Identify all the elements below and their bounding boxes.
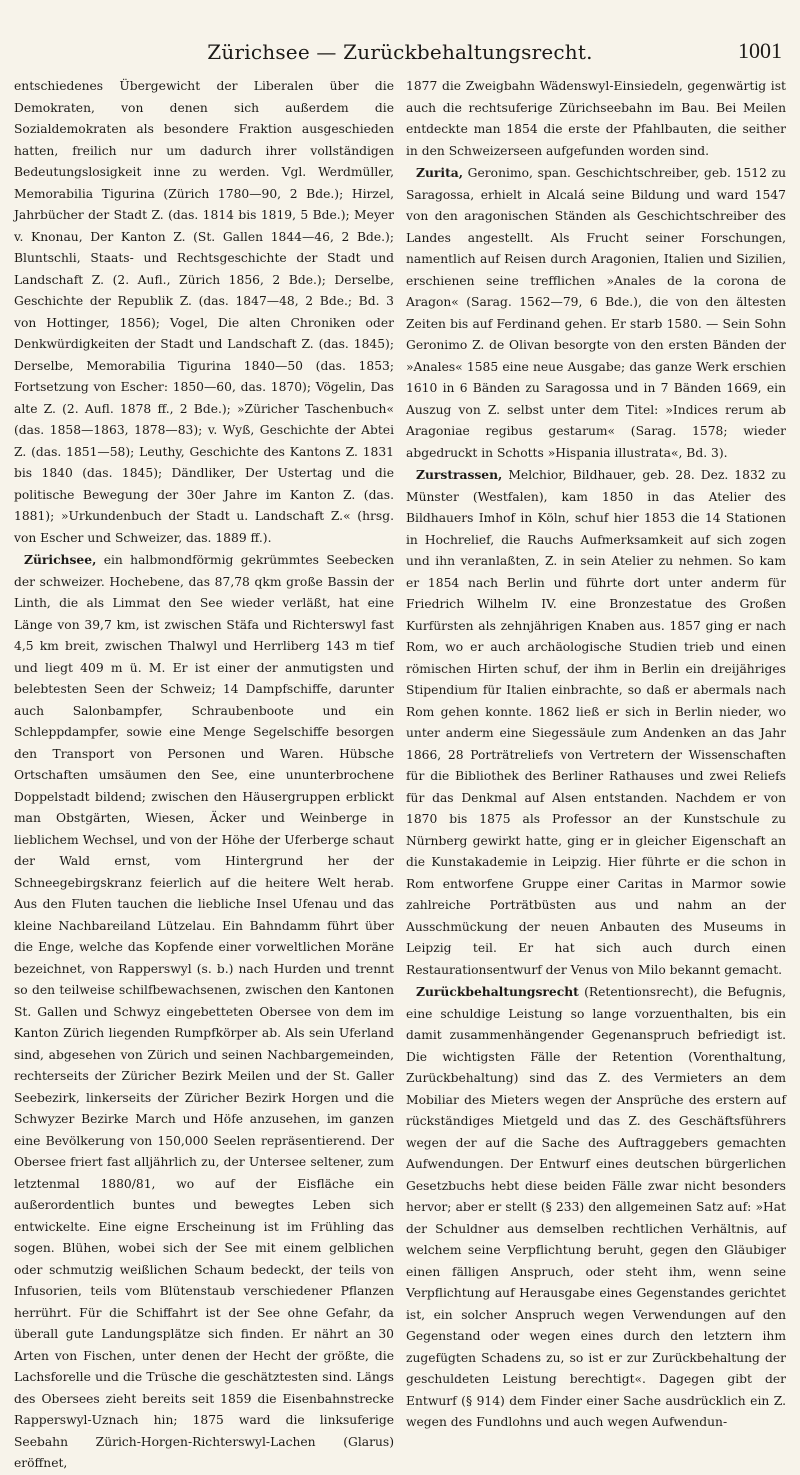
text-columns [14,76,786,1470]
entry-body: ein halbmondförmig gekrümmtes Seebecken der schweizer. Hochebene, das 87,78 qkm große Bassin der Linth, die als Limmat den See wieder verläßt, hat eine Länge von 39,7 km, ist zwischen Stäfa und Richterswyl fast 4,5 km breit, zwischen Thalwyl und Herrliberg 143 m tief und liegt 409 m ü. M. Er ist einer der anmutigsten und belebtesten Seen der Schweiz; 14 Dampfschiffe, darunter auch Salonbampfer, Schraubenboote und ein Schleppdampfer, sowie eine Menge Segelschiffe besorgen den Transport von Personen und Waren. Hübsche Ortschaften umsäumen den See, eine ununterbrochene Doppelstadt bildend; zwischen den Häusergruppen erblickt man Obstgärten, Wiesen, Äcker und Weinberge in lieblichem Wechsel, und von der Höhe der Uferberge schaut der Wald ernst, vom Hintergrund her der Schneegebirgskranz feierlich auf die heitere Welt herab. Aus den Fluten tauchen die liebliche Insel Ufenau und das kleine Nachbareiland Lützelau. Ein Bahndamm führt über die Enge, welche das Kopfende einer vorweltlichen Moräne bezeichnet, von Rapperswyl (s. b.) nach Hurden und trennt so den teilweise schilfbewachsenen, zwischen den Kantonen St. Gallen und Schwyz eingebetteten Obersee von dem im Kanton Zürich liegenden Rumpfkörper ab. Als sein Uferland sind, abgesehen von Zürich und seinen Nachbargemeinden, rechterseits der Züricher Bezirk Meilen und der St. Galler Seebezirk, linkerseits der Züricher Bezirk Horgen und die Schwyzer Bezirke March und Höfe anzusehen, im ganzen eine Bevölkerung von 150,000 Seelen repräsentierend. Der Obersee friert fast alljährlich zu, der Untersee seltener, zum letztenmal 1880/81, wo auf der Eisfläche ein außerordentlich buntes und bewegtes Leben sich entwickelte. Eine eigne Erscheinung ist im Frühling das sogen. Blühen, wobei sich der See mit einem gelblichen oder schmutzig weißlichen Schaum bedeckt, der teils von Infusorien, teils vom Blütenstaub verschiedener Pflanzen herrührt. Für die Schiffahrt ist der See ohne Gefahr, da überall gute Landungsplätze sich finden. Er nährt an 30 Arten von Fischen, unter denen der Hecht der größte, die Lachsforelle und die Trüsche die geschätztesten sind. Längs des Obersees zieht bereits seit 1859 die Eisenbahnstrecke Rapperswyl-Uznach hin; 1875 ward die linksuferige Seebahn Zürich-Horgen-Richterswyl-Lachen (Glarus) eröffnet, [14,553,394,1470]
running-head [14,38,786,78]
entry-zuruckbehaltungsrecht [406,981,786,1434]
entry-body: (Retentionsrecht), die Befugnis, eine schuldige Leistung so lange vorzuenthalten, bis ein damit zusammenhängender Gegenanspruch befriedigt ist. Die wichtigsten Fälle der Retention (Vorenthaltung, Zurückbehaltung) sind das Z. des Vermieters an dem Mobiliar des Mieters wegen der Ansprüche des erstern auf rückständiges Mietgeld und das Z. des Geschäftsführers wegen der auf die Sache des Auftraggebers gemachten Aufwendungen. Der Entwurf eines deutschen bürgerlichen Gesetzbuchs hebt diese beiden Fälle zwar nicht besonders hervor; aber er stellt (§ 233) den allgemeinen Satz auf: »Hat der Schuldner aus demselben rechtlichen Verhältnis, auf welchem seine Verpflichtung beruht, gegen den Gläubiger einen fälligen Anspruch, oder steht ihm, wenn seine Verpflichtung auf Herausgabe eines Gegenstandes gerichtet ist, ein solcher Anspruch wegen Verwendungen auf den Gegenstand oder wegen eines durch den letztern ihm zugefügten Schadens zu, so ist er zur Zurückbehaltung der geschuldeten Leistung berechtigt«. Dagegen gibt der Entwurf (§ 914) dem Finder einer Sache ausdrücklich ein Z. wegen des Fundlohns und auch wegen Aufwendun- [406,985,786,1429]
continued-text-body: entschiedenes Übergewicht der Liberalen über die Demokraten, von denen sich außerdem die Sozialdemokraten als besondere Fraktion ausgeschieden hatten, freilich nur um dadurch ihrer vollständigen Bedeutungslosigkeit inne zu werden. Vgl. Werdmüller, Memorabilia Tigurina (Zürich 1780—90, 2 Bde.); Hirzel, Jahrbücher der Stadt Z. (das. 1814 bis 1819, 5 Bde.); Meyer v. Knonau, Der Kanton Z. (St. Gallen 1844—46, 2 Bde.); Bluntschli, Staats- und Rechtsgeschichte der Stadt und Landschaft Z. (2. Aufl., Zürich 1856, 2 Bde.); Derselbe, Geschichte der Republik Z. (das. 1847—48, 2 Bde.; Bd. 3 von Hottinger, 1856); Vogel, Die alten Chroniken oder Denkwürdigkeiten der Stadt und Landschaft Z. (das. 1845); Derselbe, Memorabilia Tigurina 1840—50 (das. 1853; Fortsetzung von Escher: 1850—60, das. 1870); Vögelin, Das alte Z. (2. Aufl. 1878 ff., 2 Bde.); »Züricher Taschenbuch« (das. 1858—1863, 1878—83); v. Wyß, Geschichte der Abtei Z. (das. 1851—58); Leuthy, Geschichte des Kantons Z. 1831 bis 1840 (das. 1845); Dändliker, Der Ustertag und die politische Bewegung der 30er Jahre im Kanton Z. (das. 1881); »Urkundenbuch der Stadt u. Landschaft Z.« (hrsg. von Escher und Schweizer, das. 1889 ff.). [14,79,394,545]
right-column [406,76,786,1429]
continued-text [406,76,786,162]
entry-zurita [406,162,786,464]
left-column [14,76,394,1470]
page-number: 1001 [738,38,782,63]
entry-zurichsee [14,549,394,1475]
continued-text-body: 1877 die Zweigbahn Wädenswyl-Einsiedeln, gegenwärtig ist auch die rechtsuferige Zürichseebahn im Bau. Bei Meilen entdeckte man 1854 die erste der Pfahlbauten, die seither in den Schweizerseen aufgefunden worden sind. [406,79,786,158]
entry-headword: Zürichsee, [24,552,97,567]
entry-body: Melchior, Bildhauer, geb. 28. Dez. 1832 zu Münster (Westfalen), kam 1850 in das Atelier des Bildhauers Imhof in Köln, schuf hier 1853 die 14 Stationen in Hochrelief, die Rauchs Aufmerksamkeit auf sich zogen und ihn veranlaßten, Z. in sein Atelier zu nehmen. So kam er 1854 nach Berlin und führte dort unter anderm für Friedrich Wilhelm IV. eine Bronzestatue des Großen Kurfürsten als zehnjährigen Knaben aus. 1857 ging er nach Rom, wo er auch archäologische Studien trieb und einen römischen Hirten schuf, der ihm in Berlin ein dreijähriges Stipendium für Italien einbrachte, so daß er abermals nach Rom gehen konnte. 1862 ließ er sich in Berlin nieder, wo unter anderm eine Siegessäule zum Andenken an das Jahr 1866, 28 Porträtreliefs von Vertretern der Wissenschaften für die Bibliothek des Berliner Rathauses und zwei Reliefs für das Denkmal auf Alsen entstanden. Nachdem er von 1870 bis 1875 als Professor an der Kunstschule zu Nürnberg gewirkt hatte, ging er in gleicher Eigenschaft an die Kunstakademie in Leipzig. Hier führte er die schon in Rom entworfene Gruppe einer Caritas in Marmor sowie zahlreiche Porträtbüsten aus und nahm an der Ausschmückung der neuen Anbauten des Museums in Leipzig teil. Er hat sich auch durch einen Restaurationsentwurf der Venus von Milo bekannt gemacht. [406,468,786,977]
entry-headword: Zurückbehaltungsrecht [416,984,579,999]
entry-body: Geronimo, span. Geschichtschreiber, geb. 1512 zu Saragossa, erhielt in Alcalá seine Bildung und ward 1547 von den aragonischen Ständen als Geschichtschreiber des Landes angestellt. Als Frucht seiner Forschungen, namentlich auf Reisen durch Aragonien, Italien und Sizilien, erschienen seine trefflichen »Anales de la corona de Aragon« (Sarag. 1562—79, 6 Bde.), die von den ältesten Zeiten bis auf Ferdinand gehen. Er starb 1580. — Sein Sohn Geronimo Z. de Olivan besorgte von den ersten Bänden der »Anales« 1585 eine neue Ausgabe; das ganze Werk erschien 1610 in 6 Bänden zu Saragossa und in 7 Bänden 1669, ein Auszug von Z. selbst unter dem Titel: »Indices rerum ab Aragoniae regibus gestarum« (Sarag. 1578; wieder abgedruckt in Schotts »Hispania illustrata«, Bd. 3). [406,166,786,460]
entry-headword: Zurstrassen, [416,467,503,482]
continued-text [14,76,394,549]
running-head-title: Zürichsee — Zurückbehaltungsrecht. [207,40,593,64]
entry-headword: Zurita, [416,165,463,180]
entry-zurstrassen [406,464,786,981]
